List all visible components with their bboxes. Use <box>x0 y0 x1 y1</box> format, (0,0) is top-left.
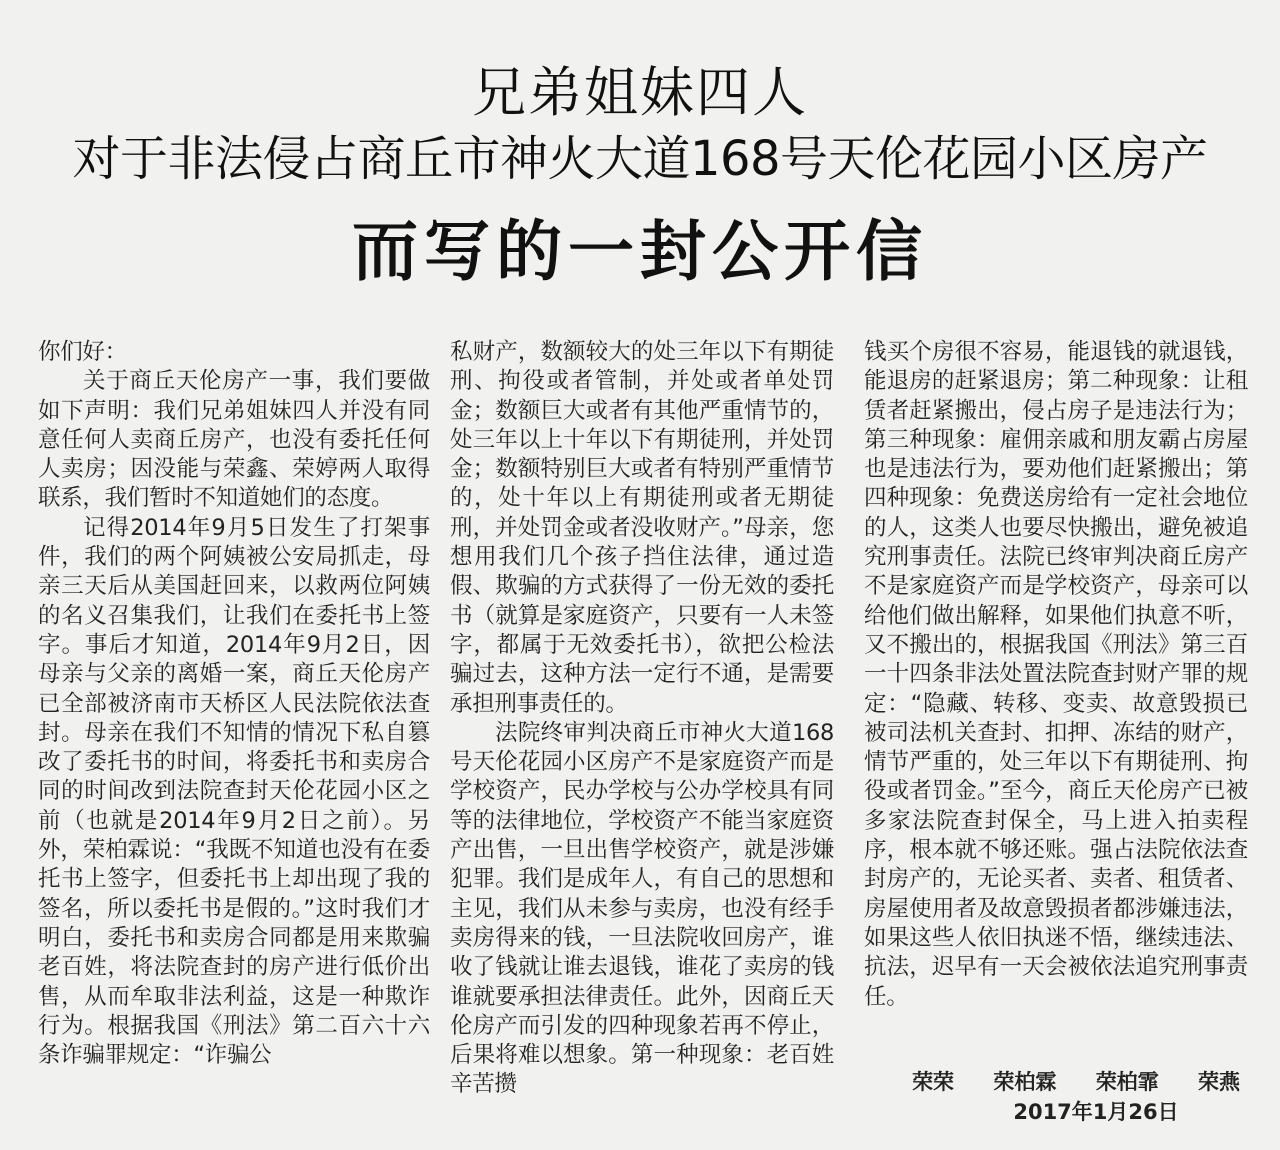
signer-name: 荣柏霏 <box>1095 1070 1159 1094</box>
article-column-1 <box>38 338 430 1118</box>
headline-line-1: 兄弟姐妹四人 <box>472 61 808 124</box>
paragraph: 关于商丘天伦房产一事，我们要做如下声明：我们兄弟姐妹四人并没有同意任何人卖商丘房产，也没有委托任何人卖房；因没能与荣鑫、荣婷两人取得联系，我们暂时不知道她们的态度。 <box>38 368 430 512</box>
signer-name: 荣柏霖 <box>993 1070 1057 1094</box>
headline-line-3: 而写的一封公开信 <box>352 213 928 290</box>
headline-line-2: 对于非法侵占商丘市神火大道168号天伦花园小区房产 <box>72 131 1208 187</box>
paragraph: 私财产，数额较大的处三年以下有期徒刑、拘役或者管制，并处或者单处罚金；数额巨大或者有其他严重情节的，处三年以上十年以下有期徒刑，并处罚金；数额特别巨大或者有特别严重情节的，处十年以上有期徒刑或者无期徒刑，并处罚金或者没收财产。”母亲，您想用我们几个孩子挡住法律，通过造假、欺骗的方式获得了一份无效的委托书（就算是家庭资产，只要有一人未签字，都属于无效委托书），欲把公检法骗过去，这种方法一定行不通，是需要承担刑事责任的。 <box>450 339 834 717</box>
greeting: 你们好： <box>38 339 127 365</box>
signer-name: 荣燕 <box>1198 1070 1240 1094</box>
signature-names <box>864 1066 1248 1096</box>
signer-name: 荣荣 <box>912 1070 955 1094</box>
article-column-2 <box>450 338 834 1118</box>
signature-date: 2017年1月26日 <box>1013 1100 1179 1124</box>
paragraph: 记得2014年9月5日发生了打架事件，我们的两个阿姨被公安局抓走，母亲三天后从美国赶回来，以救两位阿姨的名义召集我们，让我们在委托书上签字。事后才知道，2014年9月2日，因母亲与父亲的离婚一案，商丘天伦房产已全部被济南市天桥区人民法院依法查封。母亲在我们不知情的情况下私自篡改了委托书的时间，将委托书和卖房合同的时间改到法院查封天伦花园小区之前（也就是2014年9月2日之前）。另外，荣柏霖说：“我既不知道也没有在委托书上签字，但委托书上却出现了我的签名，所以委托书是假的。”这时我们才明白，委托书和卖房合同都是用来欺骗老百姓，将法院查封的房产进行低价出售，从而牟取非法利益，这是一种欺诈行为。根据我国《刑法》第二百六十六条诈骗罪规定：“诈骗公 <box>38 514 430 1069</box>
article-column-3 <box>864 338 1248 1118</box>
paragraph: 法院终审判决商丘市神火大道168号天伦花园小区房产不是家庭资产而是学校资产，民办学校与公办学校具有同等的法律地位，学校资产不能当家庭资产出售，一旦出售学校资产，就是涉嫌犯罪。我们是成年人，有自己的思想和主见，我们从未参与卖房，也没有经手卖房得来的钱，一旦法院收回房产，谁收了钱就让谁去退钱，谁花了卖房的钱谁就要承担法律责任。此外，因商丘天伦房产而引发的四种现象若再不停止，后果将难以想象。第一种现象：老百姓辛苦攒 <box>450 719 834 1098</box>
paragraph: 钱买个房很不容易，能退钱的就退钱，能退房的赶紧退房；第二种现象：让租赁者赶紧搬出，侵占房子是违法行为；第三种现象：雇佣亲戚和朋友霸占房屋也是违法行为，要劝他们赶紧搬出；第四种现象：免费送房给有一定社会地位的人，这类人也要尽快搬出，避免被追究刑事责任。法院已终审判决商丘房产不是家庭资产而是学校资产，母亲可以给他们做出解释，如果他们执意不听，又不搬出的，根据我国《刑法》第三百一十四条非法处置法院查封财产罪的规定：“隐藏、转移、变卖、故意毁损已被司法机关查封、扣押、冻结的财产，情节严重的，处三年以下有期徒刑、拘役或者罚金。”至今，商丘天伦房产已被多家法院查封保全，马上进入拍卖程序，根本就不够还账。强占法院依法查封房产的，无论买者、卖者、租赁者、房屋使用者及故意毁损者都涉嫌违法，如果这些人依旧执迷不悟，继续违法、抗法，迟早有一天会被依法追究刑事责任。 <box>864 339 1248 1010</box>
